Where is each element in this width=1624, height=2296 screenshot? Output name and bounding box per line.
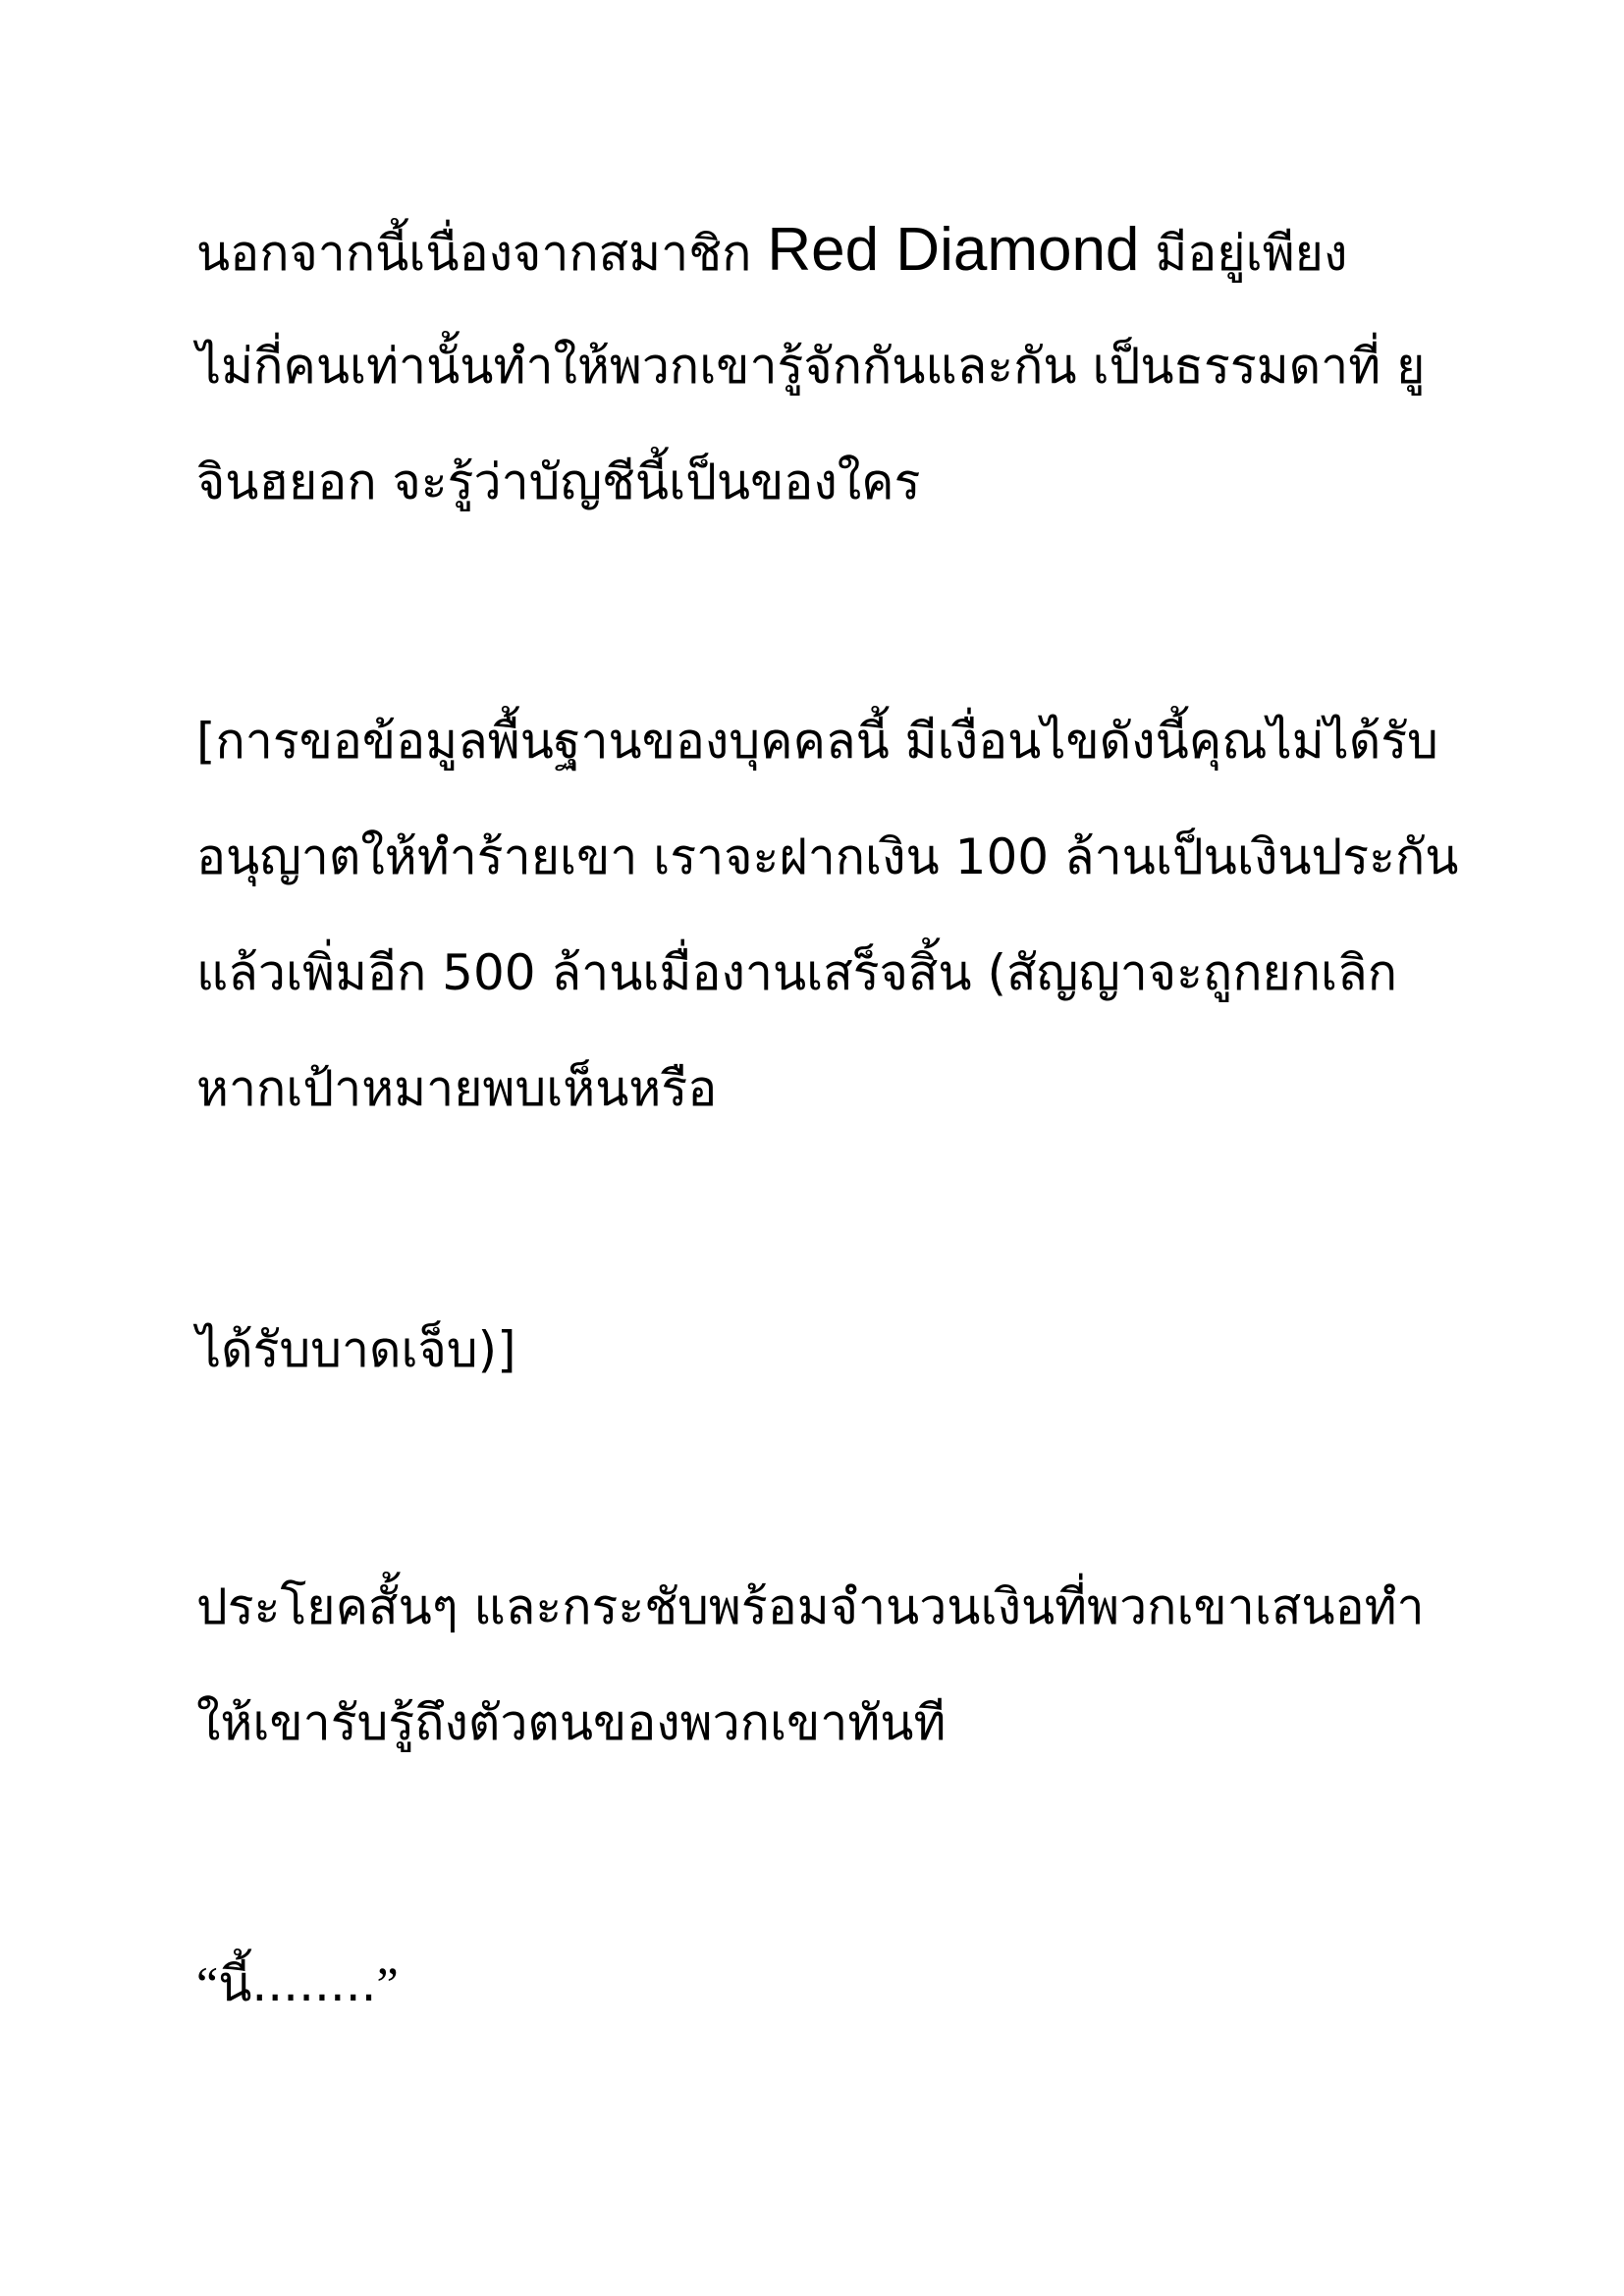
paragraph-1-text-after: มีอยู่เพียง <box>1139 225 1348 282</box>
paragraph-4-line-2: ให้เขารับรู้ถึงตัวตนของพวกเขาทันที <box>196 1694 947 1751</box>
paragraph-2-line-2: อนุญาตให้ทำร้ายเขา เราจะฝากเงิน 100 ล้านเป็นเงินประกัน <box>196 828 1459 885</box>
paragraph-1-line-2: ไม่กี่คนเท่านั้นทำให้พวกเขารู้จักกันและกัน เป็นธรรมดาที่ ยู <box>196 338 1426 395</box>
paragraph-5-line-1 <box>196 1949 1473 2018</box>
paragraph-4-line-1: ประโยคสั้นๆ และกระชับพร้อมจำนวนเงินที่พวกเขาเสนอทำ <box>196 1578 1425 1635</box>
paragraph-3-line-1: ได้รับบาดเจ็บ)] <box>196 1321 516 1378</box>
close-quote: ” <box>376 1956 399 2011</box>
paragraph-1-text-before: นอกจากนี้เนื่องจากสมาชิก <box>196 225 768 282</box>
brand-name: Red Diamond <box>767 216 1140 284</box>
open-quote: “ <box>196 1956 219 2011</box>
paragraph-2-line-1: [การขอข้อมูลพื้นฐานของบุคคลนี้ มีเงื่อนไขดังนี้คุณไม่ได้รับ <box>196 713 1438 770</box>
paragraph-1-line-1 <box>196 216 1473 288</box>
paragraph-2-line-3: แล้วเพิ่มอีก 500 ล้านเมื่องานเสร็จสิ้น (สัญญาจะถูกยกเลิก <box>196 944 1398 1001</box>
paragraph-2-line-4: หากเป้าหมายพบเห็นหรือ <box>196 1060 718 1117</box>
paragraph-1-line-3: จินฮยอก จะรู้ว่าบัญชีนี้เป็นของใคร <box>196 454 921 510</box>
dialogue-text: นี้........ <box>218 1955 377 2012</box>
